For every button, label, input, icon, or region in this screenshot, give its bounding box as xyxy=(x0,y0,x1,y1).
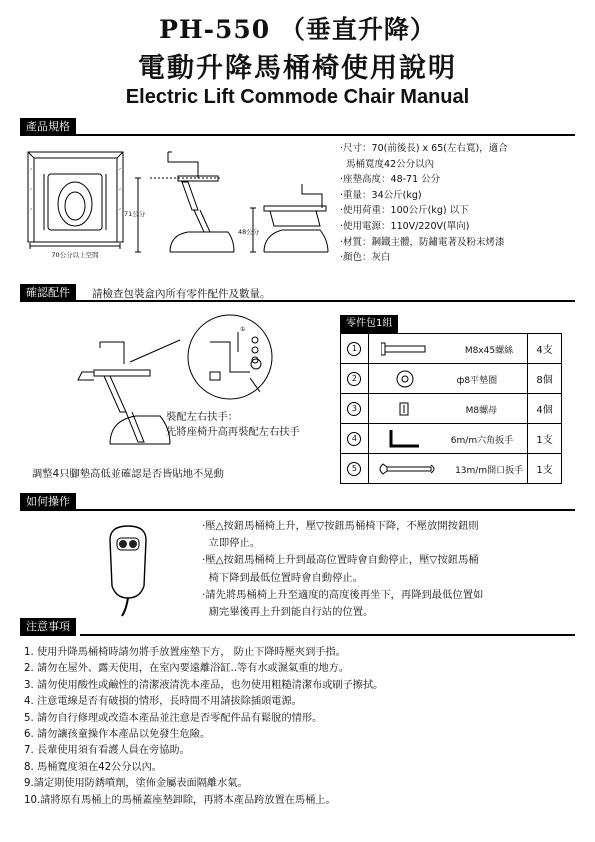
spec-item: ‧顏色：灰白 xyxy=(340,252,391,264)
list-item: 3. 請勿使用酸性或鹼性的清潔液清洗本產品，也勿使用粗糙清潔布或刷子擦拭。 xyxy=(24,679,384,691)
instruction-line: 廁完畢後再上升到能自行站的位置。 xyxy=(202,606,374,619)
spec-item: ‧尺寸：70(前後長) x 65(左右寬)，適合 xyxy=(340,143,508,154)
remote-control-icon xyxy=(100,520,160,620)
width-dimension-label: 70公分以上空間 xyxy=(51,251,99,259)
lowered-side-view xyxy=(250,184,328,252)
raised-side-view xyxy=(135,152,234,252)
model-title: PH-550 （垂直升降） xyxy=(159,15,436,44)
adjust-note: 調整4只腳墊高低並確認是否皆貼地不晃動 xyxy=(32,468,224,480)
max-height-label: 71公分 xyxy=(124,210,146,218)
parts-kit-title: 零件包1組 xyxy=(340,315,398,333)
parts-kit-table xyxy=(340,333,562,484)
part-number: 1 xyxy=(347,342,361,356)
part-qty: 8個 xyxy=(528,364,562,394)
spec-list xyxy=(340,141,580,266)
list-item: 10.請將原有馬桶上的馬桶蓋座墊卸除，再將本產品跨放置在馬桶上。 xyxy=(24,794,336,806)
caution-section-header xyxy=(20,618,575,636)
spec-item: ‧使用電源：110V/220V(單向) xyxy=(340,220,470,232)
part-name: 6m/m六角扳手 xyxy=(450,436,514,446)
part-qty: 4個 xyxy=(528,394,562,424)
part-number: 2 xyxy=(347,372,361,386)
parts-section-header xyxy=(20,284,575,302)
part-qty: 4支 xyxy=(528,334,562,364)
table-row xyxy=(341,424,562,454)
table-row xyxy=(341,394,562,424)
washer-icon xyxy=(395,369,415,389)
spec-diagrams xyxy=(20,140,340,265)
list-item: 5. 請勿自行修理或改造本產品並注意是否零配件品有鬆脫的情形。 xyxy=(24,712,323,724)
table-row xyxy=(341,334,562,364)
parts-kit xyxy=(340,311,562,484)
list-item: 6. 請勿讓孩童操作本產品以免發生危險。 xyxy=(24,729,211,741)
assembly-note xyxy=(166,410,300,440)
list-item: 2. 請勿在屋外、露天使用，在室內要遠離浴缸..等有水或濕氣重的地方。 xyxy=(24,663,350,675)
operation-section-label: 如何操作 xyxy=(20,493,76,511)
spec-item: 馬桶寬度42公分以內 xyxy=(340,158,435,170)
part-name: 13m/m開口扳手 xyxy=(455,466,524,476)
part-name: M8x45螺絲 xyxy=(464,346,514,356)
hex-key-icon xyxy=(389,428,423,450)
spec-item: ‧重量：34公斤(kg) xyxy=(340,189,422,201)
instruction-line: ‧壓△按鈕馬桶椅上升到最高位置時會自動停止，壓▽按鈕馬桶 xyxy=(202,554,479,567)
svg-text:①: ① xyxy=(240,326,246,333)
spec-section-label: 產品規格 xyxy=(20,118,76,136)
caution-list xyxy=(24,645,584,809)
manual-title-cn: 電動升降馬桶椅使用說明 xyxy=(138,53,457,84)
list-item: 7. 長輩使用須有看護人員在旁協助。 xyxy=(24,745,190,757)
assembly-note-line2: 先將座椅升高再裝配左右扶手 xyxy=(166,426,300,438)
top-view-diagram xyxy=(28,152,123,249)
manual-title-en: Electric Lift Commode Chair Manual xyxy=(125,86,470,108)
instruction-line: 椅下降到最低位置時會自動停止。 xyxy=(202,571,363,584)
spec-section-header xyxy=(20,118,575,136)
caution-section-label: 注意事項 xyxy=(20,618,76,636)
list-item: 9.請定期使用防銹噴劑，塗佈金屬表面隔離水氣。 xyxy=(24,778,248,790)
spec-item: ‧使用荷重：100公斤(kg) 以下 xyxy=(340,205,469,217)
seat-height-label: 48公分 xyxy=(238,228,260,236)
parts-section-text: 請檢查包裝盒內所有零件配件及數量。 xyxy=(92,288,271,300)
screw-icon xyxy=(381,342,431,356)
instruction-line: ‧請先將馬桶椅上升至適度的高度後再坐下，再降到最低位置如 xyxy=(202,588,484,601)
instruction-line: 立即停止。 xyxy=(202,537,261,550)
list-item: 1. 使用升降馬桶椅時請勿將手放置座墊下方， 防止下降時壓夾到手指。 xyxy=(24,647,346,658)
part-name: ф8平墊圈 xyxy=(456,376,498,386)
part-qty: 1支 xyxy=(528,424,562,454)
spec-item: ‧座墊高度：48-71 公分 xyxy=(340,174,441,186)
part-qty: 1支 xyxy=(528,454,562,484)
part-number: 4 xyxy=(347,432,361,446)
part-name: M8螺母 xyxy=(465,406,498,416)
assembly-note-line1: 裝配左右扶手： xyxy=(166,411,239,423)
operation-section-header xyxy=(20,493,575,511)
table-row xyxy=(341,454,562,484)
nut-icon xyxy=(399,402,411,416)
table-row xyxy=(341,364,562,394)
list-item: 4. 注意電線是否有破損的情形，長時間不用請拔除插頭電源。 xyxy=(24,696,302,708)
open-wrench-icon xyxy=(377,461,437,477)
part-number: 3 xyxy=(347,402,361,416)
instruction-line: ‧壓△按鈕馬桶椅上升，壓▽按鈕馬桶椅下降，不壓放開按鈕則 xyxy=(202,520,479,532)
spec-item: ‧材質：鋼鐵主體，防鏽電著及粉末烤漆 xyxy=(340,236,505,248)
list-item: 8. 馬桶寬度須在42公分以內。 xyxy=(24,761,162,773)
parts-section-label: 確認配件 xyxy=(20,284,76,302)
operation-instructions xyxy=(202,518,562,621)
part-number: 5 xyxy=(347,462,361,476)
